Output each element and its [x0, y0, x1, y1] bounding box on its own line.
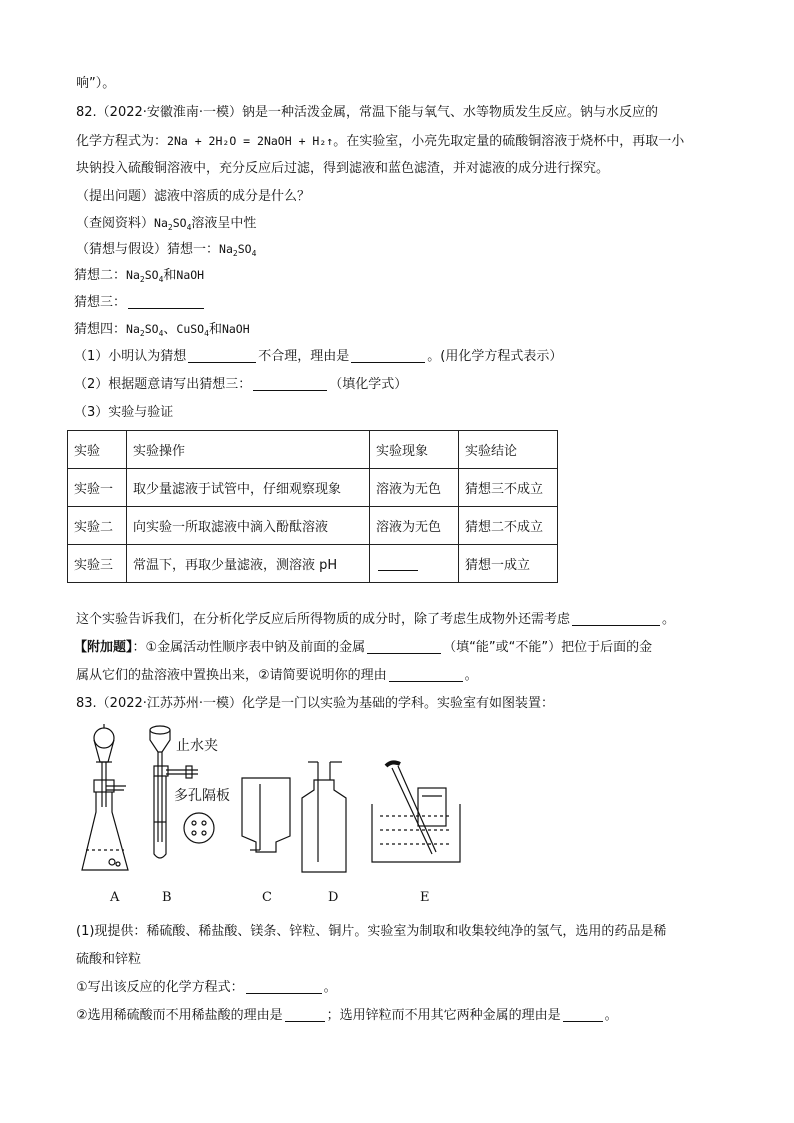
table-header-cell: 实验操作	[127, 431, 370, 469]
fig-label-e: E	[420, 890, 430, 905]
table-cell: 实验二	[68, 507, 127, 545]
experiment-table	[67, 430, 558, 583]
table-row	[68, 545, 558, 583]
table-cell: 向实验一所取滤液中滴入酚酞溶液	[127, 507, 370, 545]
apparatus-a-flask	[82, 724, 128, 870]
apparatus-d-bottle	[302, 762, 346, 872]
conclusion-line: 这个实验告诉我们，在分析化学反应后所得物质的成分时，除了考虑生成物外还需考虑 。	[76, 612, 676, 627]
table-cell: 实验一	[68, 469, 127, 507]
sodium-water-equation: 2Na + 2H₂O = 2NaOH + H₂↑	[167, 134, 334, 148]
table-cell: 猜想二不成立	[459, 507, 558, 545]
label-stop-clamp: 止水夹	[176, 737, 218, 753]
table-header-cell: 实验现象	[370, 431, 459, 469]
prev-question-tail: 响”）。	[76, 76, 116, 91]
fig-label-a: A	[110, 890, 120, 905]
guess-two: 猜想二：$Na_2SO_4$和NaOH	[74, 268, 205, 284]
sub-question-1: （1）小明认为猜想 不合理，理由是 。(用化学方程式表示）	[74, 349, 563, 364]
guess-three: 猜想三：	[74, 293, 206, 313]
extra-tag: 【附加题】	[74, 640, 133, 655]
guess-one: （猜想与假设）猜想一：$Na_2SO_4$	[76, 242, 257, 258]
q82-lookup: （查阅资料）$Na_2SO_4$溶液呈中性	[76, 216, 257, 232]
q82-intro-line1: 82.（2022·安徽淮南·一模）钠是一种活泼金属，常温下能与氧气、水等物质发生反应。钠与水反应的	[76, 105, 659, 120]
guess-four: 猜想四：$Na_2SO_4$、CuSO$_4$和NaOH	[74, 322, 250, 338]
fig-label-c: C	[262, 890, 272, 905]
table-row	[68, 469, 558, 507]
q83-part1-reasons: ②选用稀硫酸而不用稀盐酸的理由是 ；选用锌粒而不用其它两种金属的理由是 。	[76, 1008, 618, 1023]
q82-intro-line2: 化学方程式为：2Na + 2H₂O = 2NaOH + H₂↑。在实验室，小亮先取定量的硫酸铜溶液于烧杯中，再取一小	[76, 134, 685, 149]
answer-blank[interactable]	[367, 639, 441, 654]
answer-blank[interactable]	[128, 294, 204, 309]
q82-intro-line3: 块钠投入硫酸铜溶液中，充分反应后过滤，得到滤液和蓝色滤渣，并对滤液的成分进行探究。	[76, 161, 610, 176]
fig-label-d: D	[328, 890, 339, 905]
table-cell: 常温下，再取少量滤液，测溶液 pH	[127, 545, 370, 583]
answer-blank[interactable]	[351, 348, 425, 363]
sub-question-2: （2）根据题意请写出猜想三： （填化学式）	[74, 377, 408, 392]
apparatus-e-trough	[372, 762, 460, 862]
q83-part1-equation: ①写出该反应的化学方程式： 。	[76, 980, 337, 995]
table-cell-blank[interactable]	[370, 545, 459, 583]
extra-question-line2: 属从它们的盐溶液中置换出来，②请简要说明你的理由 。	[76, 668, 478, 683]
answer-blank[interactable]	[389, 667, 463, 682]
answer-blank[interactable]	[563, 1007, 603, 1022]
table-cell: 溶液为无色	[370, 469, 459, 507]
table-header-row	[68, 431, 558, 469]
q83-intro: 83.（2022·江苏苏州·一模）化学是一门以实验为基础的学科。实验室有如图装置：	[76, 696, 555, 711]
extra-question-line1: 【附加题】：①金属活动性顺序表中钠及前面的金属 （填“能”或“不能”）把位于后面的金	[74, 640, 653, 655]
table-row	[68, 507, 558, 545]
sub-question-3: （3）实验与验证	[74, 405, 174, 420]
table-cell: 取少量滤液于试管中，仔细观察现象	[127, 469, 370, 507]
table-header-cell: 实验结论	[459, 431, 558, 469]
table-cell: 溶液为无色	[370, 507, 459, 545]
answer-blank[interactable]	[246, 979, 322, 994]
table-cell: 猜想一成立	[459, 545, 558, 583]
label-porous-plate: 多孔隔板	[174, 787, 230, 803]
table-header-cell: 实验	[68, 431, 127, 469]
table-cell: 猜想三不成立	[459, 469, 558, 507]
q83-part1-line2: 硫酸和锌粒	[76, 952, 142, 967]
answer-blank[interactable]	[572, 611, 660, 626]
answer-blank[interactable]	[253, 376, 327, 391]
q82-question: （提出问题）滤液中溶质的成分是什么？	[76, 189, 311, 204]
fig-label-b: B	[162, 890, 172, 905]
answer-blank[interactable]	[285, 1007, 325, 1022]
q83-part1-line1: (1)现提供：稀硫酸、稀盐酸、镁条、锌粒、铜片。实验室为制取和收集较纯净的氢气，选用的药品是稀	[76, 924, 667, 939]
apparatus-c-bottle	[242, 778, 290, 852]
answer-blank[interactable]	[188, 348, 256, 363]
table-cell: 实验三	[68, 545, 127, 583]
